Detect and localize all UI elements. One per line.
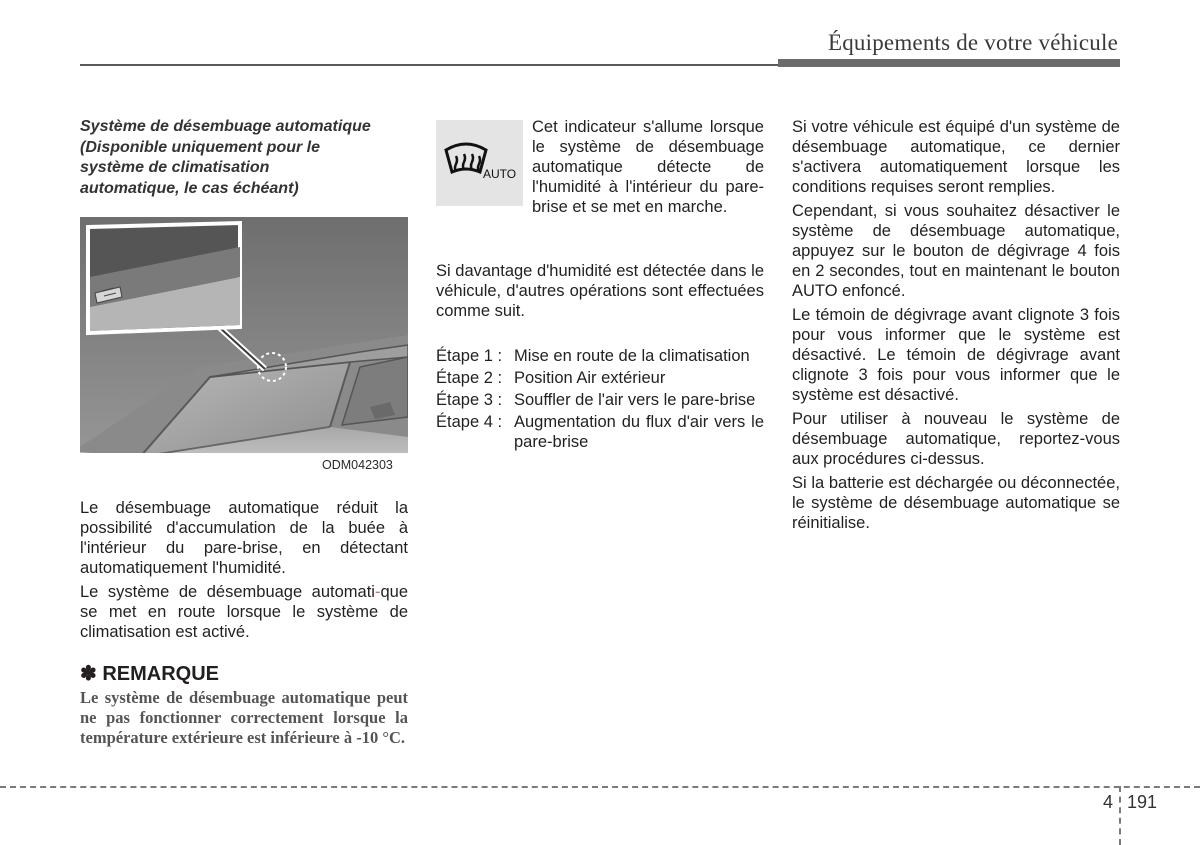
defrost-auto-label: AUTO	[483, 167, 517, 181]
paragraph: Le témoin de dégivrage avant clignote 3 fois pour vous informer que le système est désactivé. Le témoin de dégivrage avant clignote 3 fois pour vous informer que le système est désactivé.	[792, 306, 1120, 404]
step-text: Position Air extérieur	[514, 369, 666, 387]
left-body-text	[80, 498, 408, 646]
paragraph: Pour utiliser à nouveau le système de désembuage automatique, reportez-vous aux procédures ci-dessus.	[792, 410, 1120, 468]
page-header-title: Équipements de votre véhicule	[827, 30, 1118, 55]
step-label: Étape 1 :	[436, 347, 503, 365]
list-item	[436, 368, 764, 388]
step-label: Étape 4 :	[436, 413, 503, 431]
right-body-text	[792, 117, 1120, 537]
windshield-sensor-illustration	[80, 217, 408, 477]
section-heading: Système de désembuage automatique	[80, 118, 371, 135]
list-item	[436, 346, 764, 366]
step-label: Étape 2 :	[436, 369, 503, 387]
step-label: Étape 3 :	[436, 391, 503, 409]
paragraph: Le désembuage automatique réduit la possibilité d'accumulation de la buée à l'intérieur du pare-brise, en détectant automatiquement l'humidité.	[80, 499, 408, 577]
paragraph: Si la batterie est déchargée ou déconnectée, le système de désembuage automatique se réinitialise.	[792, 474, 1120, 532]
remark-symbol-icon: ✽	[80, 663, 97, 685]
section-subheading-line: (Disponible uniquement pour le	[80, 138, 320, 156]
step-text: Souffler de l'air vers le pare-brise	[514, 391, 756, 409]
figure-code: ODM042303	[322, 458, 393, 472]
chapter-number: 4	[1103, 792, 1114, 812]
steps-list	[436, 346, 764, 454]
paragraph	[80, 582, 408, 642]
section-heading-block	[80, 117, 410, 199]
section-subheading-line: système de climatisation	[80, 159, 270, 176]
remark-heading	[80, 661, 219, 686]
remark-title: REMARQUE	[102, 663, 219, 685]
footer-divider	[0, 786, 1200, 788]
paragraph-text: que se met en route lorsque le système de climatisation est activé.	[80, 583, 408, 641]
paragraph-text: Le système de désembuage automati	[80, 583, 375, 601]
step-text: Augmentation du flux d'air vers le pare-brise	[514, 413, 764, 451]
indicator-description: Cet indicateur s'allume lorsque le système de désembuage automatique détecte de l'humidité à l'intérieur du pare-brise et se met en marche.	[532, 118, 764, 216]
header-rule	[80, 64, 780, 66]
paragraph: Cependant, si vous souhaitez désactiver le système de désembuage automatique, appuyez sur le bouton de dégivrage 4 fois en 2 secondes, tout en maintenant le bouton AUTO enfoncé.	[792, 202, 1120, 300]
hyphen-mark: -	[374, 583, 381, 601]
header-rule-accent	[778, 59, 1120, 67]
defrost-auto-icon	[436, 120, 523, 206]
remark-body: Le système de désembuage automatique peut ne pas fonctionner correctement lorsque la température extérieure est inférieure à -10 °C.	[80, 688, 408, 747]
page-number: 191	[1127, 792, 1158, 812]
footer-divider-vertical	[1119, 786, 1121, 845]
section-subheading-line: automatique, le cas échéant)	[80, 179, 299, 197]
humidity-description: Si davantage d'humidité est détectée dans le véhicule, d'autres opérations sont effectuées comme suit.	[436, 262, 764, 320]
list-item	[436, 390, 764, 410]
list-item	[436, 412, 764, 452]
step-text: Mise en route de la climatisation	[514, 347, 750, 365]
paragraph: Si votre véhicule est équipé d'un système de désembuage automatique, ce dernier s'activera automatiquement lorsque les conditions requises seront remplies.	[792, 118, 1120, 196]
